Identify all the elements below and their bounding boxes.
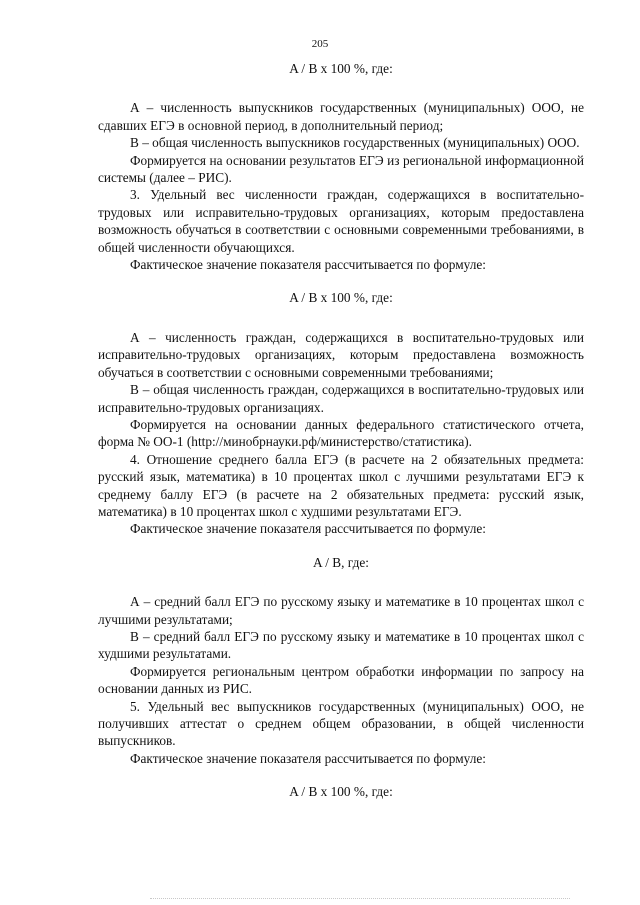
formula-line: A / B x 100 %, где:	[289, 61, 393, 76]
spacer	[98, 571, 584, 593]
paragraph: Фактическое значение показателя рассчитывается по формуле:	[130, 257, 486, 273]
scan-artifact	[150, 898, 570, 901]
paragraph: А – средний балл ЕГЭ по русскому языку и математике в 10 процентах школ с лучшими результатами;	[98, 594, 584, 627]
spacer	[98, 538, 584, 554]
paragraph: В – общая численность выпускников государственных (муниципальных) ООО.	[130, 135, 580, 151]
paragraph: А – численность выпускников государственных (муниципальных) ООО, не сдавших ЕГЭ в основной период, в дополнительный период;	[98, 100, 584, 133]
formula-line: A / B, где:	[313, 554, 369, 570]
spacer	[98, 273, 584, 289]
paragraph: Формируется на основании результатов ЕГЭ из региональной информационной системы (далее – РИС).	[98, 152, 584, 186]
spacer	[98, 767, 584, 783]
paragraph: 5. Удельный вес выпускников государственных (муниципальных) ООО, не получивших аттестат о среднем общем образовании, в общей численности выпускников.	[98, 698, 584, 749]
paragraph: Формируется на основании данных федерального статистического отчета, форма № ОО-1 (http://минобрнауки.рф/министерство/статистика).	[98, 416, 584, 450]
paragraph: Фактическое значение показателя рассчитывается по формуле:	[130, 750, 486, 766]
paragraph: А – численность граждан, содержащихся в воспитательно-трудовых или исправительно-трудовых организациях, которым предоставлена возможность обучаться в соответствии с основными современными требованиями;	[98, 329, 584, 380]
paragraph: Фактическое значение показателя рассчитывается по формуле:	[130, 521, 486, 537]
paragraph: 3. Удельный вес численности граждан, содержащихся в воспитательно-трудовых или исправительно-трудовых организациях, которым предоставлена возможность обучаться в соответствии с основными современными требованиями, в общей численности обучающихся.	[98, 187, 584, 255]
formula-line: A / B x 100 %, где:	[289, 290, 393, 306]
page-number: 205	[311, 38, 329, 50]
document-body	[98, 60, 584, 801]
paragraph: Формируется региональным центром обработки информации по запросу на основании данных из РИС.	[98, 663, 584, 697]
paragraph: 4. Отношение среднего балла ЕГЭ (в расчете на 2 обязательных предмета: русский язык, математика) в 10 процентах школ с лучшими результатами ЕГЭ к среднему баллу ЕГЭ (в расчете на 2 обязательных предмета: русский язык, математика) в 10 процентах школ с худшими результатами ЕГЭ.	[98, 451, 584, 519]
formula-line: A / B x 100 %, где:	[289, 784, 393, 800]
spacer	[98, 77, 584, 99]
paragraph: В – средний балл ЕГЭ по русскому языку и математике в 10 процентах школ с худшими результатами.	[98, 628, 584, 662]
spacer	[98, 307, 584, 329]
paragraph: В – общая численность граждан, содержащихся в воспитательно-трудовых или исправительно-трудовых организациях.	[98, 382, 584, 415]
